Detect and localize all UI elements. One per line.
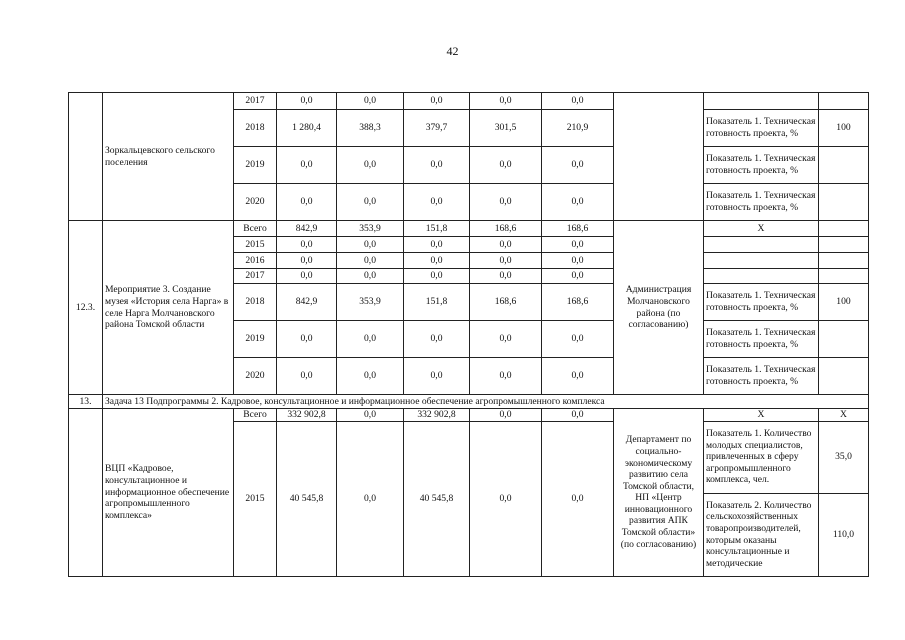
table-row: 2018 842,9 353,9 151,8 168,6 168,6 Показатель 1. Техническая готовность проекта, % 100 bbox=[69, 284, 869, 321]
row-number: 13. bbox=[69, 395, 103, 409]
page-number: 42 bbox=[446, 44, 459, 58]
x-mark: X bbox=[704, 221, 819, 237]
indicator-text: Показатель 1. Количество молодых специалистов, привлеченных в сферу агропромышленного комплекса, чел. bbox=[704, 421, 819, 493]
indicator-value: 35,0 bbox=[819, 421, 869, 493]
indicator-text: Показатель 1. Техническая готовность проекта, % bbox=[704, 358, 819, 395]
indicator-value: 100 bbox=[819, 284, 869, 321]
table-row: 2018 1 280,4 388,3 379,7 301,5 210,9 Показатель 1. Техническая готовность проекта, % 100 bbox=[69, 110, 869, 147]
table-row: 2019 0,0 0,0 0,0 0,0 0,0 Показатель 1. Техническая готовность проекта, % bbox=[69, 147, 869, 184]
table-row: Зоркальцевского сельского поселения 2017 0,0 0,0 0,0 0,0 0,0 bbox=[69, 93, 869, 110]
table-row: 2015 40 545,8 0,0 40 545,8 0,0 0,0 Показатель 1. Количество молодых специалистов, привлеченных в сферу агропромышленного комплекса, чел. 35,0 bbox=[69, 421, 869, 493]
table-row: 12.3. Мероприятие 3. Создание музея «История села Нарга» в селе Нарга Молчановского района Томской области Всего 842,9 353,9 151,8 168,6 168,6 Администрация Молчановского района (по согласованию) X bbox=[69, 221, 869, 237]
indicator-text: Показатель 1. Техническая готовность проекта, % bbox=[704, 284, 819, 321]
table-row: ВЦП «Кадровое, консультационное и информационное обеспечение агропромышленного комплекса» Всего 332 902,8 0,0 332 902,8 0,0 0,0 Департамент по социально-экономическому развитию села Томской области, НП «Центр инновационного развития АПК Томской области» (по согласованию) X X bbox=[69, 409, 869, 422]
x-mark: X bbox=[819, 409, 869, 422]
row-number: 12.3. bbox=[69, 221, 103, 395]
executor: Департамент по социально-экономическому развитию села Томской области, НП «Центр инновационного развития АПК Томской области» (по согласованию) bbox=[614, 409, 704, 577]
table-row bbox=[69, 395, 869, 409]
table-row: 2015 0,0 0,0 0,0 0,0 0,0 bbox=[69, 237, 869, 253]
indicator-text: Показатель 1. Техническая готовность проекта, % bbox=[704, 147, 819, 184]
indicator-text: Показатель 1. Техническая готовность проекта, % bbox=[704, 110, 819, 147]
table-row: 2016 0,0 0,0 0,0 0,0 0,0 bbox=[69, 253, 869, 269]
table-row: 2020 0,0 0,0 0,0 0,0 0,0 Показатель 1. Техническая готовность проекта, % bbox=[69, 358, 869, 395]
indicator-text: Показатель 2. Количество сельскохозяйственных товаропроизводителей, которым оказаны консультационные и методические bbox=[704, 493, 819, 576]
event-name: ВЦП «Кадровое, консультационное и информационное обеспечение агропромышленного комплекса» bbox=[103, 409, 234, 577]
indicator-value: 100 bbox=[819, 110, 869, 147]
x-mark: X bbox=[704, 409, 819, 422]
event-name: Зоркальцевского сельского поселения bbox=[103, 93, 234, 221]
indicator-text: Показатель 1. Техническая готовность проекта, % bbox=[704, 184, 819, 221]
task-title: Задача 13 Подпрограммы 2. Кадровое, консультационное и информационное обеспечение агропромышленного комплекса bbox=[103, 395, 869, 409]
indicator-text: Показатель 1. Техническая готовность проекта, % bbox=[704, 321, 819, 358]
event-name: Мероприятие 3. Создание музея «История села Нарга» в селе Нарга Молчановского района Томской области bbox=[103, 221, 234, 395]
indicator-value: 110,0 bbox=[819, 493, 869, 576]
executor: Администрация Молчановского района (по согласованию) bbox=[614, 221, 704, 395]
table-row: 2020 0,0 0,0 0,0 0,0 0,0 Показатель 1. Техническая готовность проекта, % bbox=[69, 184, 869, 221]
table-row: 2017 0,0 0,0 0,0 0,0 0,0 bbox=[69, 269, 869, 284]
table-row: 2019 0,0 0,0 0,0 0,0 0,0 Показатель 1. Техническая готовность проекта, % bbox=[69, 321, 869, 358]
budget-table bbox=[68, 92, 869, 577]
